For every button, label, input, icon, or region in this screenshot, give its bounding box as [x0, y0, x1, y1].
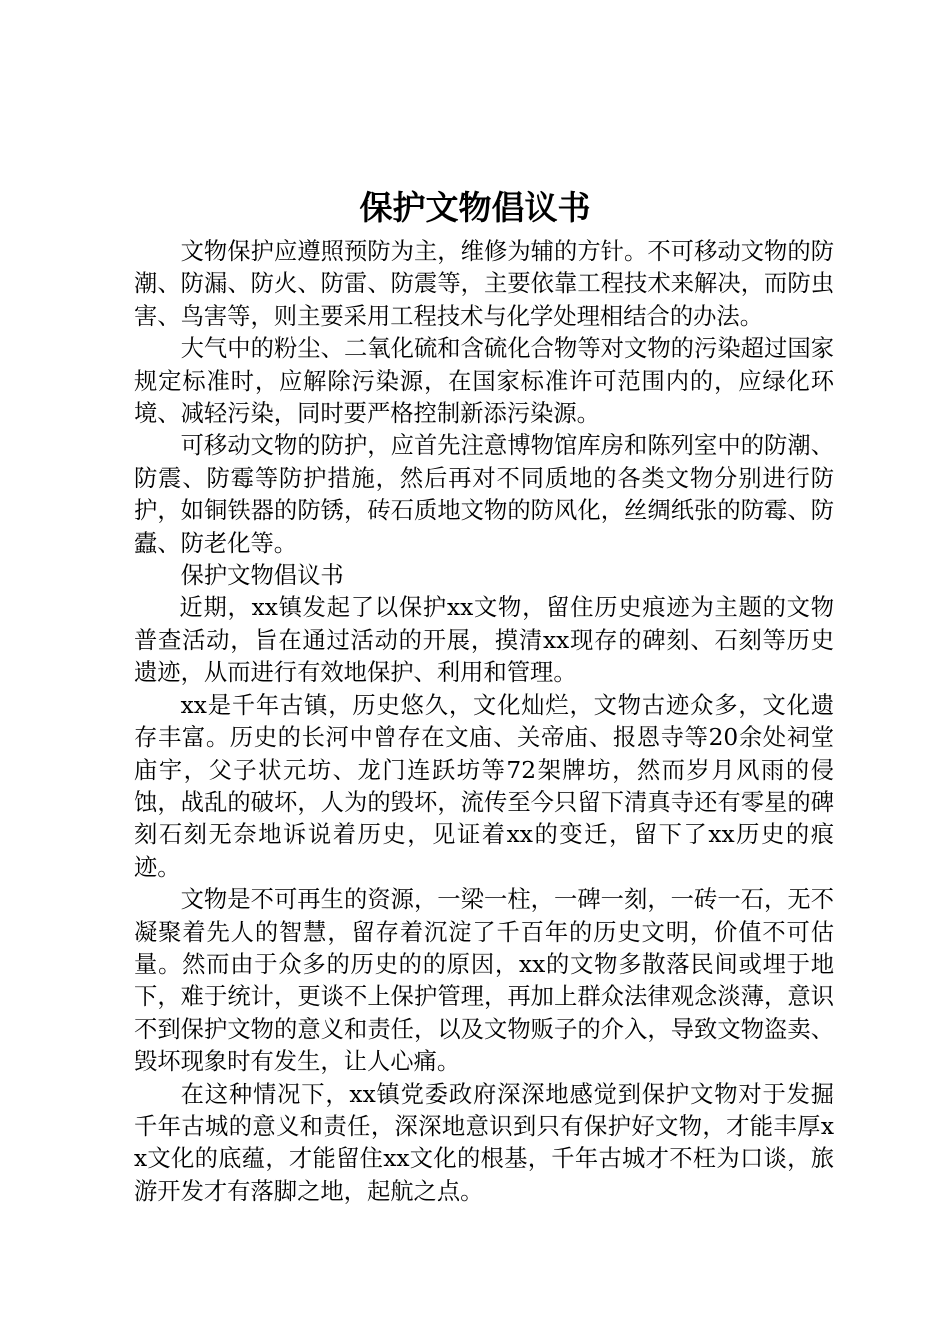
paragraph-government-action: 在这种情况下，xx镇党委政府深深地感觉到保护文物对于发掘千年古城的意义和责任，深深地意识到只有保护好文物，才能丰厚xx文化的底蕴，才能留住xx文化的根基，千年古城才不枉为口谈，旅游开发才有落脚之地，起航之点。 [134, 1080, 834, 1205]
paragraph-town-history: xx是千年古镇，历史悠久，文化灿烂，文物古迹众多，文化遗存丰富。历史的长河中曾存在文庙、关帝庙、报恩寺等20余处祠堂庙宇，父子状元坊、龙门连跃坊等72架牌坊，然而岁月风雨的侵蚀，战乱的破坏，人为的毁坏，流传至今只留下清真寺还有零星的碑刻石刻无奈地诉说着历史，见证着xx的变迁，留下了xx历史的痕迹。 [134, 691, 834, 881]
paragraph-survey-activity: 近期，xx镇发起了以保护xx文物，留住历史痕迹为主题的文物普查活动，旨在通过活动的开展，摸清xx现存的碑刻、石刻等历史遗迹，从而进行有效地保护、利用和管理。 [134, 594, 834, 687]
paragraph-nonrenewable: 文物是不可再生的资源，一梁一柱，一碑一刻，一砖一石，无不凝聚着先人的智慧，留存着沉淀了千百年的历史文明，价值不可估量。然而由于众多的历史的的原因，xx的文物多散落民间或埋于地下，难于统计，更谈不上保护管理，再加上群众法律观念淡薄，意识不到保护文物的意义和责任，以及文物贩子的介入，导致文物盗卖、毁坏现象时有发生，让人心痛。 [134, 886, 834, 1076]
document-body [134, 236, 834, 1208]
paragraph-movable-relics: 可移动文物的防护，应首先注意博物馆库房和陈列室中的防潮、防震、防霉等防护措施，然后再对不同质地的各类文物分别进行防护，如铜铁器的防锈，砖石质地文物的防风化，丝绸纸张的防霉、防蠹、防老化等。 [134, 432, 834, 557]
section-heading: 保护文物倡议书 [180, 562, 344, 590]
paragraph-pollution: 大气中的粉尘、二氧化硫和含硫化合物等对文物的污染超过国家规定标准时，应解除污染源，在国家标准许可范围内的，应绿化环境、减轻污染，同时要严格控制新添污染源。 [134, 335, 834, 428]
paragraph-prevention-policy: 文物保护应遵照预防为主，维修为辅的方针。不可移动文物的防潮、防漏、防火、防雷、防震等，主要依靠工程技术来解决，而防虫害、鸟害等，则主要采用工程技术与化学处理相结合的办法。 [134, 238, 834, 330]
document-title: 保护文物倡议书 [359, 188, 591, 227]
